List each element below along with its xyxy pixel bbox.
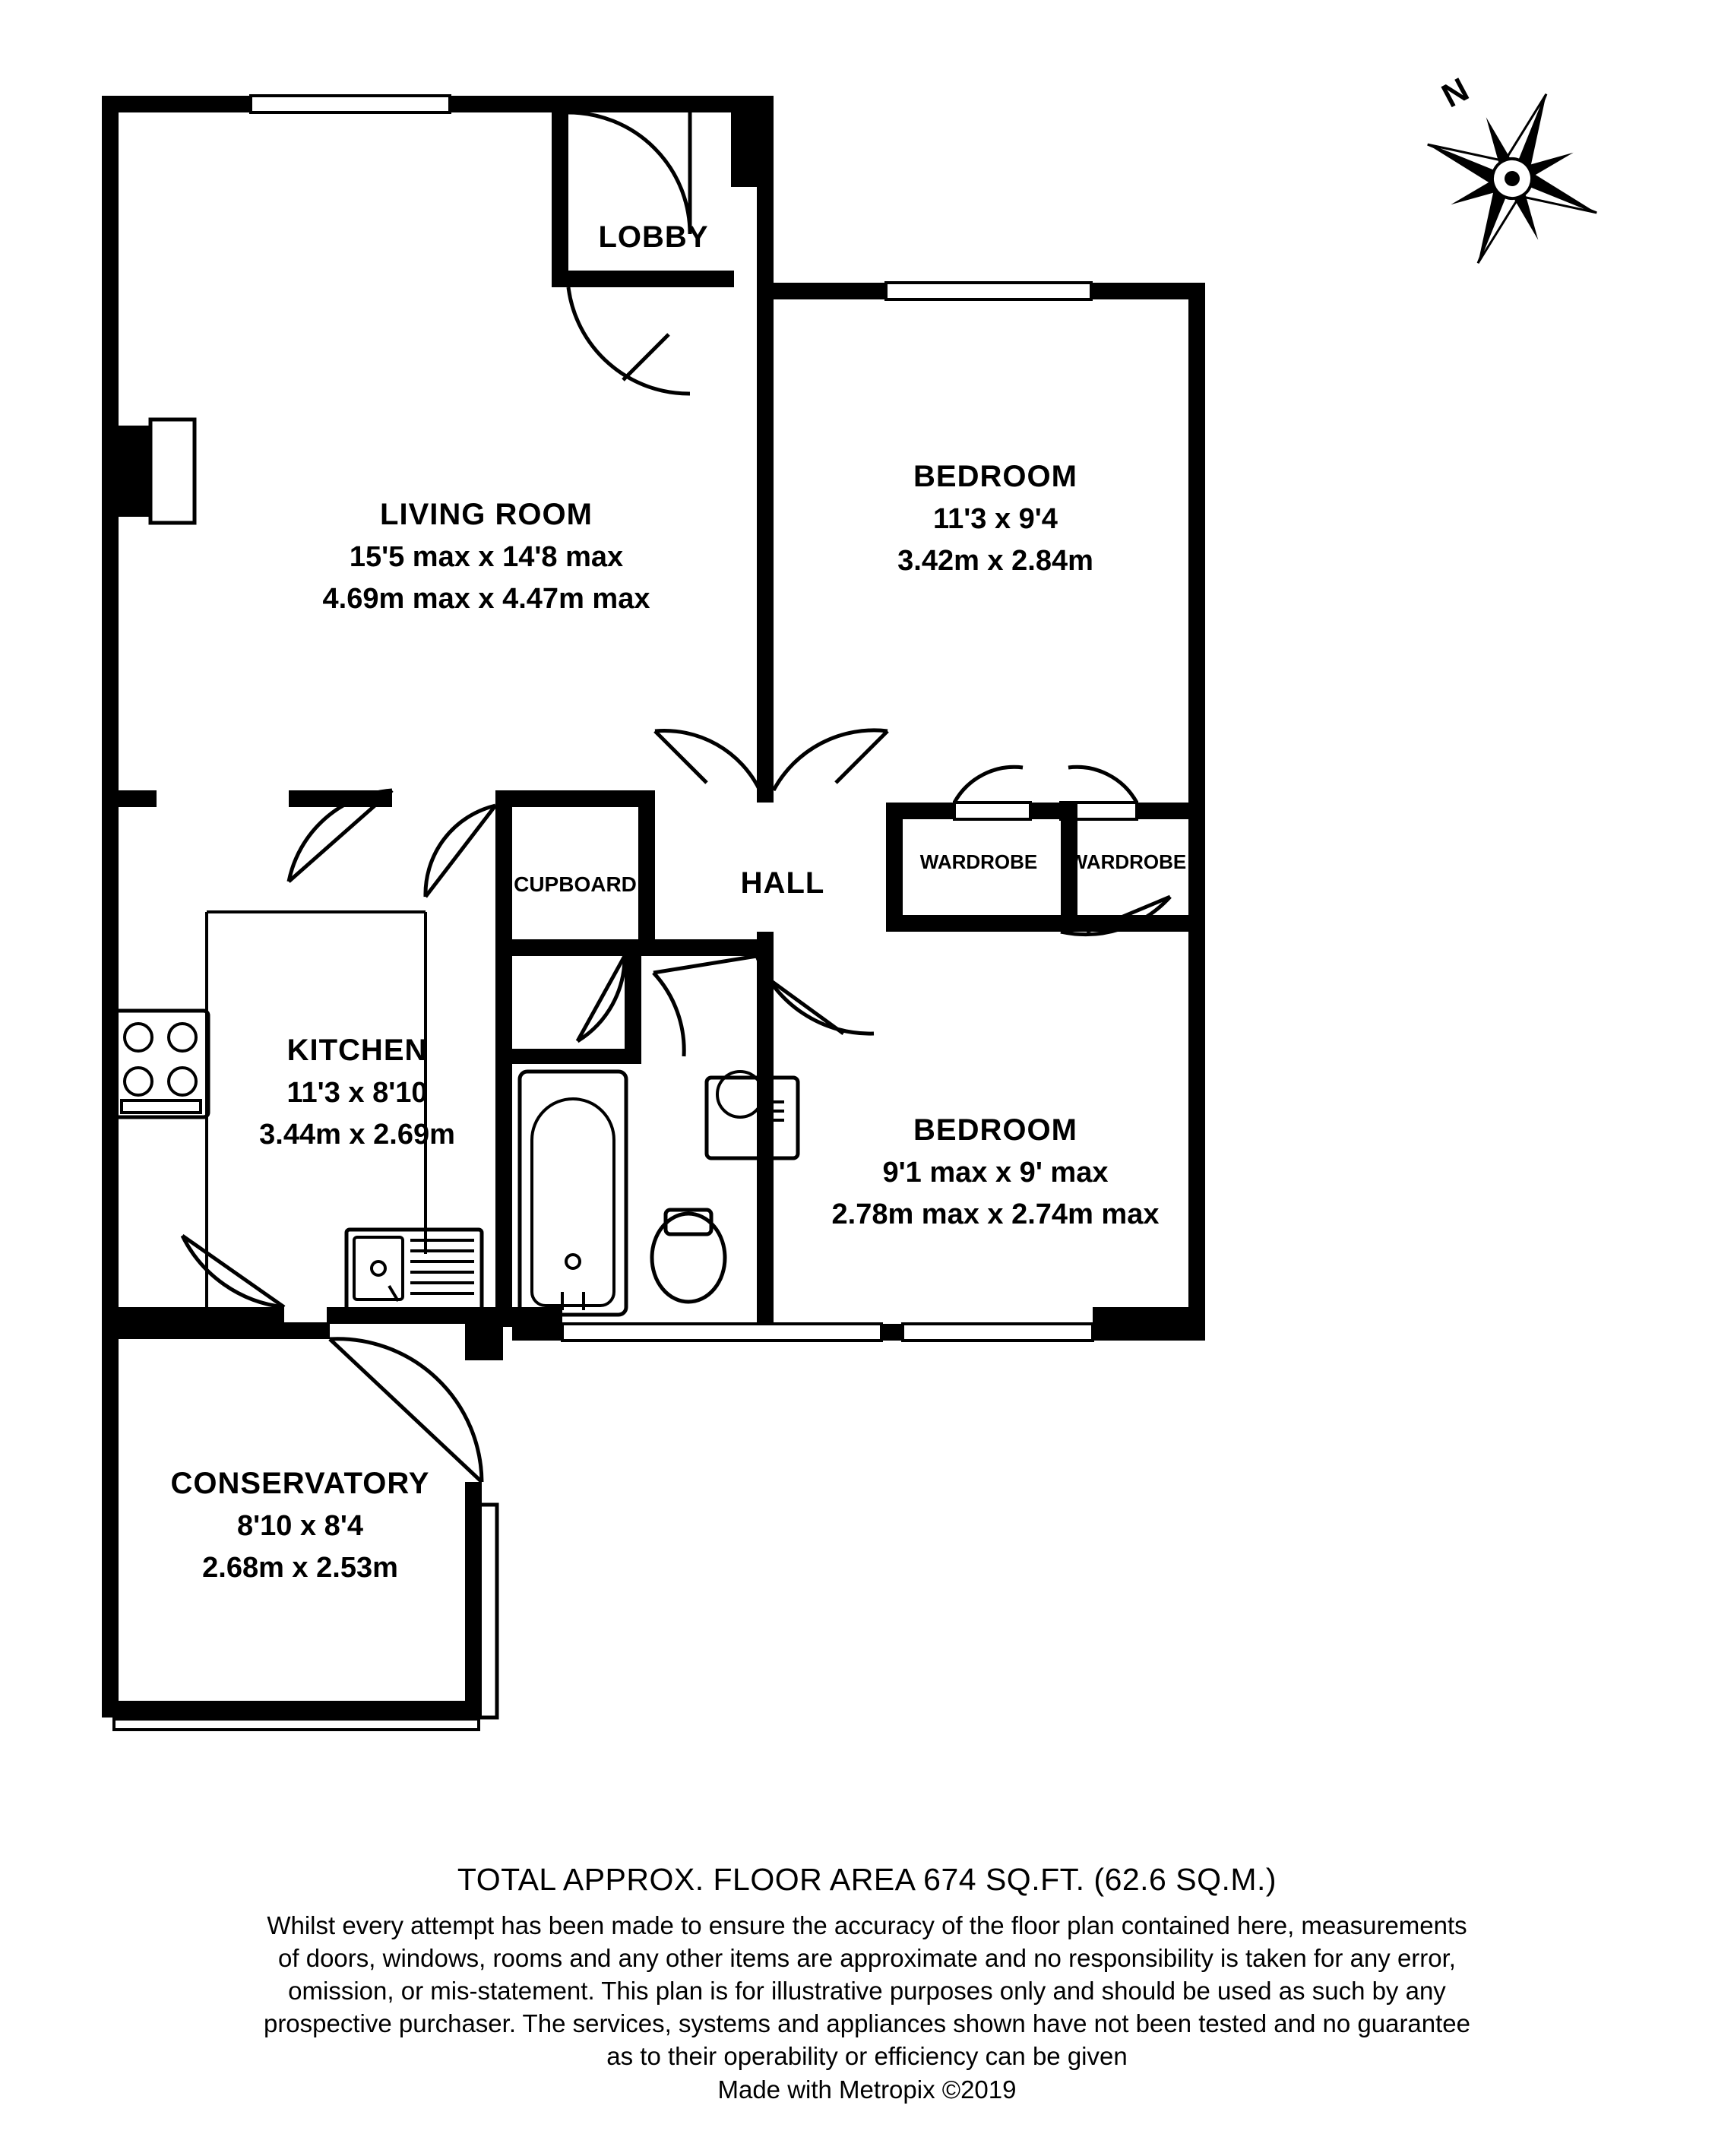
room-label-conservatory: CONSERVATORY xyxy=(170,1467,430,1500)
bath-taps xyxy=(562,1292,584,1310)
wall-left-recess xyxy=(119,426,150,517)
wall-conservatory-top xyxy=(102,1322,330,1339)
room-dim-imperial-bedroom-1: 11'3 x 9'4 xyxy=(933,503,1058,535)
wall-bath-sep xyxy=(512,1049,641,1064)
room-label-lobby: LOBBY xyxy=(598,220,709,254)
door-hall-extra xyxy=(653,973,684,1056)
wall-left-living xyxy=(102,96,119,803)
wall-bed1-top-right xyxy=(1091,283,1205,299)
window-living-top xyxy=(251,96,450,112)
hob-burner-1 xyxy=(125,1024,152,1051)
door-leaf-hall-bed1 xyxy=(836,731,888,783)
room-dim-imperial-kitchen: 11'3 x 8'10 xyxy=(286,1077,428,1109)
window-bed2-bottom-left xyxy=(562,1324,881,1341)
door-wardrobe-1 xyxy=(954,767,1023,803)
wall-top-mid xyxy=(450,96,602,112)
wall-conservatory-left xyxy=(102,1322,119,1718)
disclaimer-line-1: Whilst every attempt has been made to ensure the accuracy of the floor plan contained here, measurements xyxy=(267,1911,1467,1939)
door-wardrobe-2 xyxy=(1068,767,1137,803)
door-leaf-living-hall xyxy=(655,731,707,783)
wall-bed2-bottom-mid xyxy=(881,1324,903,1341)
wall-kitchen-bottom-right xyxy=(327,1307,503,1324)
wall-bath-top xyxy=(512,939,625,956)
disclaimer-line-3: omission, or mis-statement. This plan is for illustrative purposes only and should be used as such by any xyxy=(288,1976,1446,2005)
wall-cupboard-left xyxy=(495,790,512,939)
door-leaf-lobby-living xyxy=(623,334,669,380)
room-dim-imperial-living-room: 15'5 max x 14'8 max xyxy=(349,541,624,573)
wall-living-bottom-right xyxy=(495,790,655,807)
wall-kitchen-bottom-left xyxy=(102,1307,284,1324)
disclaimer-line-2: of doors, windows, rooms and any other items are approximate and no responsibility is taken for any error, xyxy=(278,1943,1456,1972)
room-dim-metric-living-room: 4.69m max x 4.47m max xyxy=(322,583,650,615)
hob-controls xyxy=(122,1100,201,1113)
door-leaf-conservatory xyxy=(330,1339,482,1482)
compass-rose xyxy=(1394,60,1631,297)
door-leaf-kitchen-back xyxy=(182,1236,284,1307)
door-leaf-bathroom xyxy=(577,956,625,1041)
wall-wardrobe-mid xyxy=(1030,803,1061,819)
hob-burner-4 xyxy=(169,1068,196,1095)
sink-drainer xyxy=(410,1240,474,1293)
wall-conservatory-right xyxy=(465,1482,482,1718)
sink-plug xyxy=(372,1262,385,1275)
wall-lobby-left xyxy=(552,96,568,286)
room-label-living-room: LIVING ROOM xyxy=(380,498,593,531)
wall-lobby-top xyxy=(602,96,757,112)
disclaimer-line-5: as to their operability or efficiency can be given xyxy=(606,2041,1128,2070)
sink-basin xyxy=(354,1237,403,1300)
room-label-hall: HALL xyxy=(740,866,825,900)
room-dim-imperial-bedroom-2: 9'1 max x 9' max xyxy=(882,1157,1109,1189)
wall-wardrobe-top-2 xyxy=(1137,803,1205,819)
wall-wardrobe-top-1 xyxy=(886,803,954,819)
door-hall-bed1 xyxy=(774,730,888,790)
wall-hall-bed2 xyxy=(757,932,774,1324)
door-lobby-living xyxy=(568,287,690,394)
wall-wardrobe-left xyxy=(886,803,903,932)
wall-lobby-bottom xyxy=(552,271,734,287)
wall-conservatory-bottom xyxy=(102,1701,482,1718)
hob-burner-3 xyxy=(125,1068,152,1095)
room-dim-metric-conservatory: 2.68m x 2.53m xyxy=(202,1552,398,1584)
window-left-living xyxy=(150,419,195,523)
footer xyxy=(0,1862,1734,2104)
wardrobe-door-1 xyxy=(954,803,1030,819)
window-bed1-top xyxy=(886,283,1091,299)
disclaimer-line-4: prospective purchaser. The services, systems and appliances shown have not been tested and no guarantee xyxy=(263,2009,1471,2037)
total-floor-area: TOTAL APPROX. FLOOR AREA 674 SQ.FT. (62.6 SQ.M.) xyxy=(457,1862,1277,1897)
label-wardrobe-1: WARDROBE xyxy=(919,850,1038,873)
wall-bath-right xyxy=(625,939,641,1061)
wall-cupboard-right xyxy=(638,790,655,942)
wall-kitchen-bath xyxy=(495,939,512,1327)
basin-icon xyxy=(707,1078,798,1158)
wall-left-kitchen xyxy=(102,790,119,1322)
room-dim-metric-bedroom-2: 2.78m max x 2.74m max xyxy=(831,1198,1160,1230)
window-bed2-bottom xyxy=(903,1324,1093,1341)
toilet-bowl-icon xyxy=(652,1214,725,1302)
room-label-bedroom-1: BEDROOM xyxy=(913,460,1077,493)
wall-top-left xyxy=(102,96,251,112)
room-dim-metric-bedroom-1: 3.42m x 2.84m xyxy=(897,545,1093,577)
door-lobby-front xyxy=(568,112,690,234)
bath-inner xyxy=(532,1099,614,1306)
wall-hall-bath xyxy=(641,939,757,956)
door-leaf-hall-bath2 xyxy=(653,956,757,973)
wall-wardrobe-bottom xyxy=(886,915,1205,932)
label-wardrobe-2: WARDROBE xyxy=(1068,850,1187,873)
wall-bed2-bottom-right xyxy=(1093,1307,1205,1341)
made-with-credit: Made with Metropix ©2019 xyxy=(717,2075,1017,2104)
fixtures-group xyxy=(114,1011,798,1315)
compass-north-letter: N xyxy=(1435,71,1475,116)
room-label-bedroom-2: BEDROOM xyxy=(913,1113,1077,1147)
room-labels xyxy=(171,220,1187,1584)
door-hall-bed2 xyxy=(757,956,874,1034)
wall-bed1-top-left xyxy=(757,283,886,299)
hob-burner-2 xyxy=(169,1024,196,1051)
wall-living-hall xyxy=(757,96,774,803)
disclaimer xyxy=(168,1910,1566,2072)
wall-kitchen-corner xyxy=(465,1322,503,1360)
bath-plug xyxy=(566,1255,580,1268)
window-conservatory-bottom xyxy=(114,1719,479,1730)
room-dim-metric-kitchen: 3.44m x 2.69m xyxy=(259,1119,455,1151)
bath-icon xyxy=(520,1072,626,1315)
room-label-kitchen: KITCHEN xyxy=(286,1034,428,1067)
room-dim-imperial-conservatory: 8'10 x 8'4 xyxy=(237,1510,363,1542)
label-cupboard: CUPBOARD xyxy=(514,872,637,896)
